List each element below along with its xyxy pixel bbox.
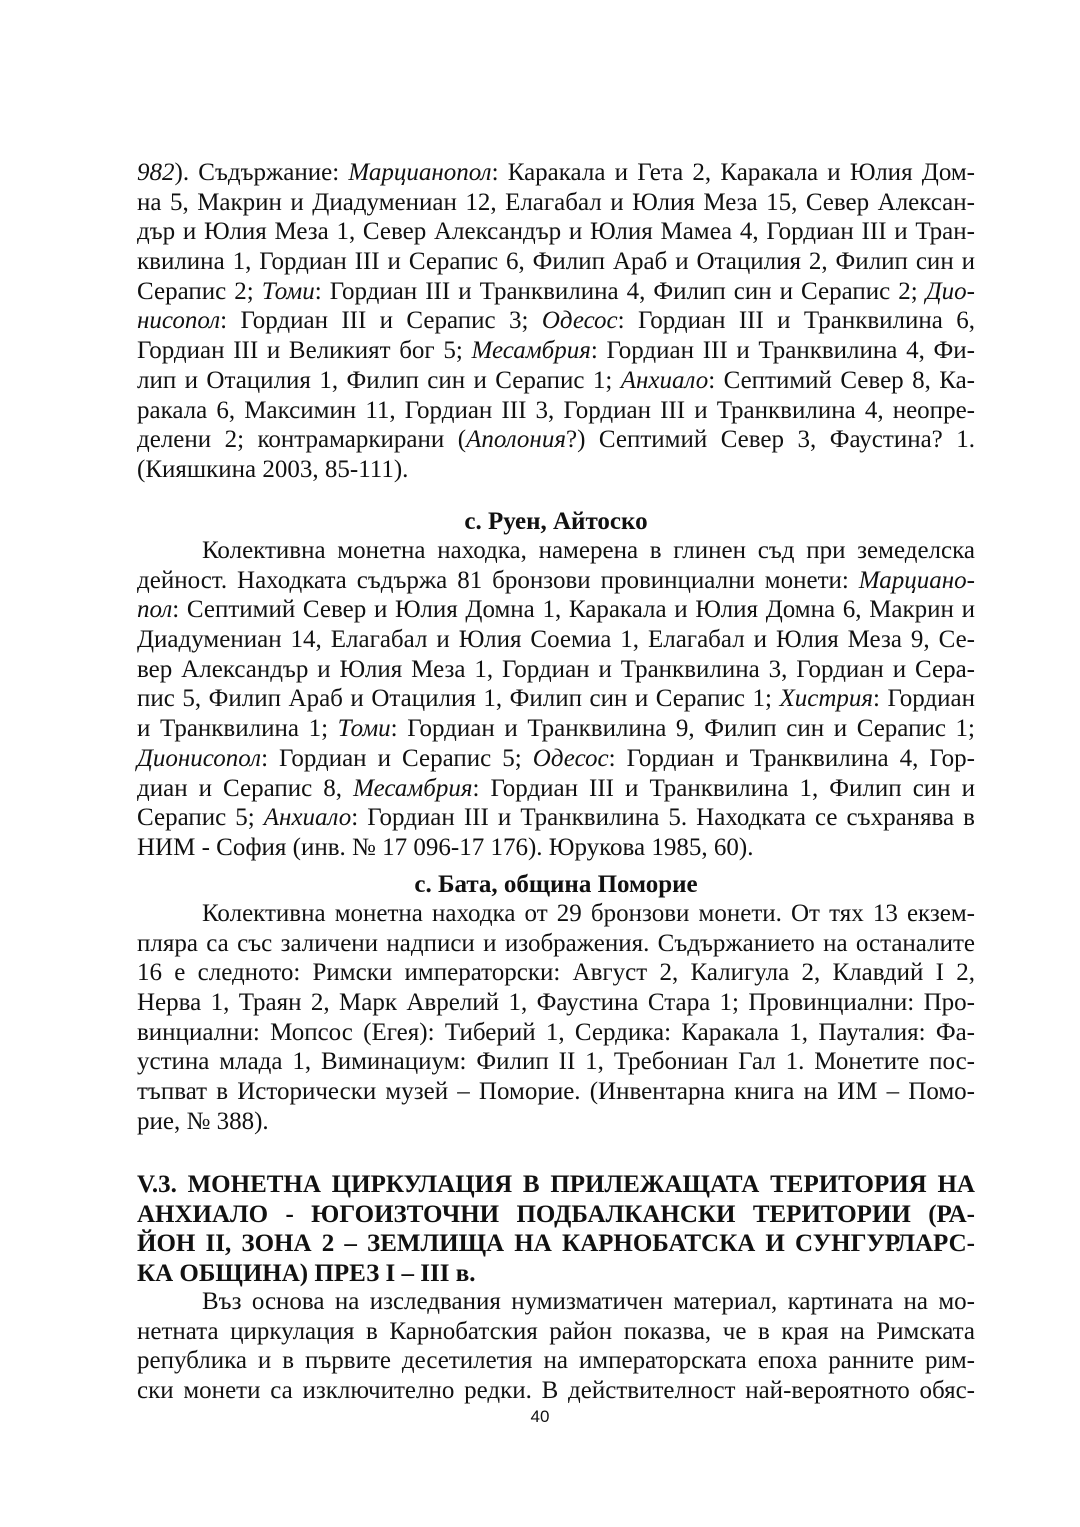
text-run: Серапис 5; [137, 804, 264, 832]
text-run: : Гордиан III и Транквилина 1, Филип син и [472, 774, 975, 802]
text-line [137, 833, 975, 863]
text-run: : Гордиан III и Серапис 3; [220, 307, 542, 335]
text-line [137, 536, 975, 566]
italic-place-name: Анхиало [263, 804, 352, 832]
text-run: : Гордиан и Транквилина 4, Гор- [608, 744, 976, 772]
text-line [137, 1346, 975, 1376]
italic-place-name: Дио- [925, 277, 975, 305]
text-run: диан и Серапис 8, [137, 774, 354, 802]
text-line [137, 1200, 975, 1230]
italic-place-name: Томи [337, 715, 391, 743]
paragraph-marcianopol-contents [137, 158, 975, 485]
paragraph-ruen [137, 536, 975, 863]
text-run: винциални: Мопсос (Егея): Тиберий 1, Сердика: Каракала 1, Пауталия: Фа- [137, 1018, 975, 1046]
text-line [137, 988, 975, 1018]
text-run: : Септимий Север и Юлия Домна 1, Каракала и Юлия Домна 6, Макрин и [172, 596, 975, 624]
text-line [137, 1018, 975, 1048]
text-line [137, 1317, 975, 1347]
italic-place-name: Анхиало [620, 366, 709, 394]
italic-place-name: пол [137, 596, 173, 624]
text-line [137, 774, 975, 804]
text-run: Гордиан III и Великият бог 5; [137, 337, 472, 365]
text-run: и Транквилина 1; [137, 715, 338, 743]
text-line [137, 1376, 975, 1406]
text-run: : Гордиан III и Транквилина 4, Фи- [590, 337, 975, 365]
text-run: Диадумениан 14, Елагабал и Юлия Соемиа 1, Елагабал и Юлия Меза 9, Се- [137, 626, 975, 654]
text-run: ). Съдържание: [174, 159, 349, 186]
text-run: квилина 1, Гордиан III и Серапис 6, Филип Араб и Отацилия 2, Филип син и [137, 248, 975, 276]
text-run: 16 е следното: Римски императорски: Август 2, Калигула 2, Клавдий I 2, [137, 959, 975, 987]
text-run: ски монети са изключително редки. В действителност най-вероятното обяс- [137, 1377, 975, 1405]
text-line [137, 625, 975, 655]
text-run: : Каракала и Гета 2, Каракала и Юлия Дом- [491, 159, 975, 186]
text-run: Серапис 2; [137, 277, 262, 305]
text-run: АНХИАЛО - ЮГОИЗТОЧНИ ПОДБАЛКАНСКИ ТЕРИТОРИИ (РА- [137, 1200, 975, 1228]
paragraph-karnobat [137, 1287, 975, 1406]
text-line [137, 655, 975, 685]
text-line [137, 929, 975, 959]
text-line [137, 396, 975, 426]
text-line [137, 1287, 975, 1317]
text-line [137, 958, 975, 988]
text-run: (Кияшкина 2003, 85-111). [137, 455, 409, 483]
text-run: дър и Юлия Меза 1, Север Александър и Юлия Мамеа 4, Гордиан III и Тран- [137, 218, 975, 246]
text-run: Нерва 1, Траян 2, Марк Аврелий 1, Фаустина Стара 1; Провинциални: Про- [137, 989, 975, 1017]
page-number: 40 [530, 1407, 550, 1426]
text-run: : Гордиан [873, 685, 975, 713]
italic-place-name: 982 [137, 159, 175, 186]
text-line [137, 714, 975, 744]
text-line [137, 1047, 975, 1077]
text-line [137, 425, 975, 455]
text-run: дейност. Находката съдържа 81 бронзови провинциални монети: [137, 566, 859, 594]
text-line [137, 1229, 975, 1259]
italic-place-name: Месамбрия [471, 337, 591, 365]
text-line [137, 277, 975, 307]
text-run: ЙОН II, ЗОНА 2 – ЗЕМЛИЩА НА КАРНОБАТСКА И СУНГУРЛАРС- [137, 1230, 975, 1258]
text-line [137, 217, 975, 247]
text-line [137, 247, 975, 277]
italic-place-name: нисопол [137, 307, 221, 335]
text-run: рие, № 388). [137, 1107, 269, 1135]
italic-place-name: Одесос [541, 307, 618, 335]
text-run: ракала 6, Максимин 11, Гордиан III 3, Гордиан III и Транквилина 4, неопре- [137, 396, 975, 424]
text-run: на 5, Макрин и Диадумениан 12, Елагабал и Юлия Меза 15, Север Алексан- [137, 188, 975, 216]
paragraph-bata [137, 899, 975, 1137]
text-line [137, 306, 975, 336]
text-run: ?) Септимий Север 3, Фаустина? 1. [565, 426, 976, 454]
text-line [137, 1170, 975, 1200]
italic-place-name: Аполония [466, 426, 566, 454]
text-run: НИМ - София (инв. № 17 096-17 176). Юрукова 1985, 60). [137, 833, 754, 861]
text-run: : Гордиан и Серапис 5; [261, 744, 533, 772]
italic-place-name: Хистрия [779, 685, 874, 713]
text-line [137, 566, 975, 596]
text-line [137, 455, 975, 485]
italic-place-name: Одесос [532, 744, 609, 772]
text-line [137, 188, 975, 218]
text-run: Колективна монетна находка, намерена в глинен съд при земеделска [202, 537, 975, 564]
section-heading-v3 [137, 1170, 975, 1289]
text-line [137, 1259, 975, 1289]
text-line [137, 158, 975, 188]
text-run: V.3. МОНЕТНА ЦИРКУЛАЦИЯ В ПРИЛЕЖАЩАТА ТЕРИТОРИЯ НА [137, 1171, 975, 1198]
text-run: : Гордиан III и Транквилина 6, [617, 307, 975, 335]
italic-place-name: Марциано- [858, 566, 975, 594]
text-run: Въз основа на изследвания нумизматичен материал, картината на мо- [202, 1288, 975, 1315]
text-run: пляра са със заличени надписи и изображения. Съдържанието на останалите [137, 929, 975, 957]
text-line [137, 803, 975, 833]
text-line [137, 899, 975, 929]
text-run: КА ОБЩИНА) ПРЕЗ I – III в. [137, 1260, 476, 1288]
text-line [137, 595, 975, 625]
text-run: : Септимий Север 8, Ка- [708, 366, 975, 394]
text-run: : Гордиан III и Транквилина 4, Филип син и Серапис 2; [314, 277, 926, 305]
text-line [137, 1107, 975, 1137]
italic-place-name: Томи [261, 277, 315, 305]
italic-place-name: Месамбрия [353, 774, 473, 802]
text-run: пис 5, Филип Араб и Отацилия 1, Филип син и Серапис 1; [137, 685, 780, 713]
heading-ruen: с. Руен, Айтоско [464, 508, 648, 535]
text-run: република и в първите десетилетия на императорската епоха ранните рим- [137, 1347, 975, 1375]
text-run: тъпват в Исторически музей – Поморие. (Инвентарна книга на ИМ – Помо- [137, 1078, 975, 1106]
heading-bata: с. Бата, община Поморие [414, 871, 698, 898]
text-line [137, 684, 975, 714]
text-run: делени 2; контрамаркирани ( [137, 426, 467, 454]
text-line [137, 366, 975, 396]
text-run: лип и Отацилия 1, Филип син и Серапис 1; [137, 366, 621, 394]
text-line [137, 1077, 975, 1107]
text-run: : Гордиан и Транквилина 9, Филип син и Серапис 1; [390, 715, 975, 743]
italic-place-name: Марцианопол [348, 159, 492, 186]
text-run: : Гордиан III и Транквилина 5. Находката се съхранява в [351, 804, 975, 832]
italic-place-name: Дионисопол [137, 744, 262, 772]
text-run: устина млада 1, Виминациум: Филип II 1, Требониан Гал 1. Монетите пос- [137, 1048, 975, 1076]
text-run: вер Александър и Юлия Меза 1, Гордиан и Транквилина 3, Гордиан и Сера- [137, 655, 975, 683]
text-run: Колективна монетна находка от 29 бронзови монети. От тях 13 екзем- [202, 900, 975, 927]
text-line [137, 744, 975, 774]
text-line [137, 336, 975, 366]
text-run: нетната циркулация в Карнобатския район показва, че в края на Римската [137, 1317, 975, 1345]
